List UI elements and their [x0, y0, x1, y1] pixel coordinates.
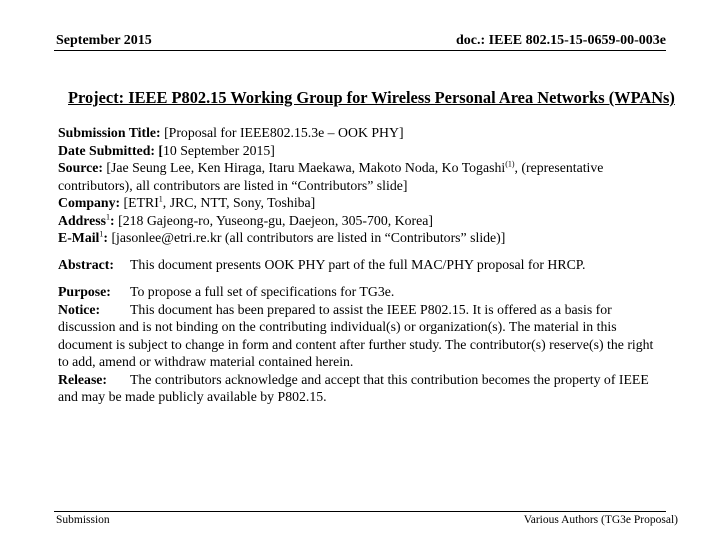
source-value-b: , (representative contributors), all contributors are listed in “Contributors” slide]	[58, 160, 604, 193]
abstract-text: This document presents OOK PHY part of the full MAC/PHY proposal for HRCP.	[130, 256, 586, 272]
company-value-b: , JRC, NTT, Sony, Toshiba]	[162, 195, 316, 210]
email-colon: :	[103, 230, 108, 245]
footer-divider	[54, 511, 666, 512]
date-submitted-line	[58, 142, 664, 160]
address-label: Address	[58, 212, 107, 228]
release-text: The contributors acknowledge and accept that this contribution becomes the property of IEEE and may be made publicly available by P802.15.	[58, 371, 649, 404]
release-paragraph	[58, 371, 664, 406]
purpose-text: To propose a full set of specifications for TG3e.	[130, 284, 395, 299]
footer-submission: Submission	[56, 514, 110, 526]
address-line	[58, 212, 664, 230]
abstract-label: Abstract:	[58, 256, 114, 272]
email-superscript: 1	[99, 229, 104, 239]
source-label: Source:	[58, 160, 103, 175]
header-date: September 2015	[56, 33, 152, 48]
abstract-row	[58, 256, 664, 274]
notice-paragraph	[58, 301, 664, 371]
email-value: [jasonlee@etri.re.kr (all contributors are listed in “Contributors” slide)]	[108, 230, 506, 245]
address-value: [218 Gajeong-ro, Yuseong-gu, Daejeon, 305-700, Korea]	[114, 212, 433, 228]
document-body	[58, 124, 664, 406]
document-title: Project: IEEE P802.15 Working Group for Wireless Personal Area Networks (WPANs)	[68, 88, 675, 107]
company-value-a: [ETRI	[120, 195, 159, 210]
address-colon: :	[110, 212, 115, 228]
source-value-a: [Jae Seung Lee, Ken Hiraga, Itaru Maekawa, Makoto Noda, Ko Togashi	[102, 160, 506, 175]
footer-authors: Various Authors (TG3e Proposal)	[523, 514, 678, 526]
purpose-row	[58, 283, 664, 301]
source-line	[58, 159, 664, 194]
company-line	[58, 194, 664, 212]
company-superscript: 1	[158, 194, 163, 204]
notice-label: Notice:	[58, 301, 101, 317]
notice-text: This document has been prepared to assist the IEEE P802.15. It is offered as a basis for discussion and is not binding on the contributing individual(s) or organization(s). The material in this document is subject to change in form and content after further study. The contributor(s) reserve(s) the right to add, amend or withdraw material contained herein.	[58, 301, 654, 369]
email-line	[58, 229, 664, 247]
purpose-label: Purpose:	[58, 284, 111, 299]
company-label: Company:	[58, 195, 121, 210]
address-superscript: 1	[106, 211, 111, 221]
email-label: E-Mail	[58, 230, 100, 245]
date-submitted-label: Date Submitted: [	[58, 142, 163, 158]
submission-title-label: Submission Title:	[58, 125, 161, 140]
date-submitted-value: 10 September 2015]	[163, 142, 275, 158]
source-superscript: (1)	[505, 159, 515, 169]
submission-title-line	[58, 124, 664, 142]
header-doc-id: doc.: IEEE 802.15-15-0659-00-003e	[456, 33, 666, 48]
header-divider	[54, 50, 666, 51]
release-label: Release:	[58, 371, 108, 387]
submission-title-value: [Proposal for IEEE802.15.3e – OOK PHY]	[160, 125, 404, 140]
